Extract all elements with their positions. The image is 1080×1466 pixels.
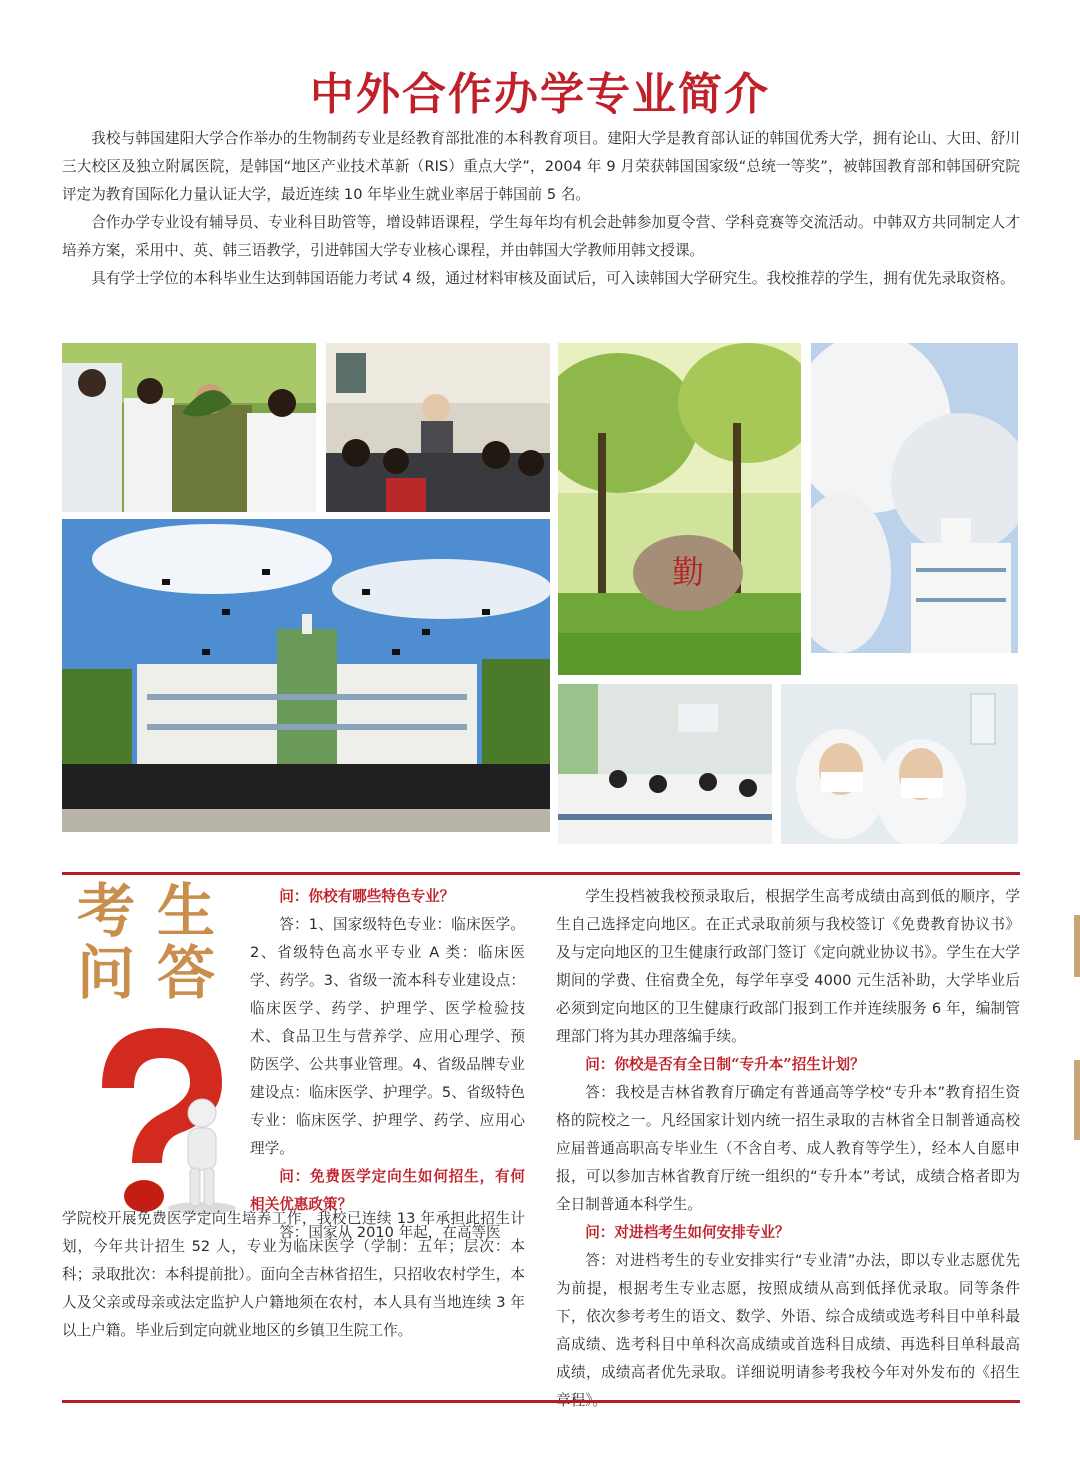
answer-free-medical-start: 答：国家从 2010 年起，在高等医 — [279, 1224, 501, 1241]
qa-heading-char: 生 — [156, 877, 215, 945]
photo-students-plant-study — [62, 343, 316, 512]
photo-nurse-students-iv — [781, 684, 1018, 844]
section-divider — [62, 872, 1020, 875]
photo-winter-frost-campus — [811, 343, 1018, 675]
question-major-arrangement: 问：对进档考生如何安排专业？ — [585, 1224, 790, 1241]
qa-column-left-bottom — [62, 1205, 525, 1345]
qa-heading — [66, 877, 226, 1010]
qa-heading-char: 问 — [76, 939, 135, 1007]
photo-laboratory-class — [558, 684, 772, 844]
qa-column-right — [556, 883, 1020, 1415]
answer-specialty: 答：1、国家级特色专业：临床医学。2、省级特色高水平专业 A 类：临床医学、药学。3、省级一流本科专业建设点：临床医学、药学、护理学、医学检验技术、食品卫生与营养学、应用心理学、预防医学、公共事业管理。4、省级品牌专业建设点：临床医学、护理学。5、省级特色专业：临床医学、护理学、药学、应用心理学。 — [250, 916, 525, 1157]
answer-free-medical-body: 学院校开展免费医学定向生培养工作，我校已连续 13 年承担此招生计划，今年共计招生 52 人，专业为临床医学（学制：五年；层次：本科；录取批次：本科提前批）。面向全吉林省招生，只招收农村学生，本人及父亲或母亲或法定监护人户籍地须在农村，本人具有当地连续 3 年以上户籍。毕业后到定向就业地区的乡镇卫生院工作。 — [62, 1210, 525, 1339]
answer-free-medical-cont: 学生投档被我校预录取后，根据学生高考成绩由高到低的顺序，学生自己选择定向地区。在正式录取前须与我校签订《免费教育协议书》及与定向地区的卫生健康行政部门签订《定向就业协议书》。学生在大学期间的学费、住宿费全免，每学年享受 4000 元生活补助，大学毕业后必须到定向地区的卫生健康行政部门报到工作并连续服务 6 年，编制管理部门将为其办理落编手续。 — [556, 888, 1020, 1045]
page-title: 中外合作办学专业简介 — [310, 69, 770, 120]
qa-heading-char: 考 — [76, 877, 135, 945]
question-mark-figure-icon — [62, 1018, 252, 1218]
photo-classroom-lecture — [326, 343, 550, 512]
stone-carving: 勤 — [671, 553, 705, 591]
side-edge-mark — [1074, 915, 1080, 977]
photo-graduation-celebration — [62, 519, 550, 832]
intro-paragraph: 我校与韩国建阳大学合作举办的生物制药专业是经教育部批准的本科教育项目。建阳大学是教育部认证的韩国优秀大学，拥有论山、大田、舒川三大校区及独立附属医院，是韩国“地区产业技术革新（RIS）重点大学”，2004 年 9 月荣获韩国国家级“总统一等奖”，被韩国教育部和韩国研究院评定为教育国际化力量认证大学，最近连续 10 年毕业生就业率居于韩国前 5 名。 — [62, 130, 1020, 203]
intro-text — [62, 125, 1020, 293]
question-free-medical: 问：免费医学定向生如何招生，有何相关优惠政策？ — [250, 1168, 525, 1213]
intro-paragraph: 合作办学专业设有辅导员、专业科目助管等，增设韩语课程，学生每年均有机会赴韩参加夏令营、学科竞赛等交流活动。中韩双方共同制定人才培养方案，采用中、英、韩三语教学，引进韩国大学专业核心课程，并由韩国大学教师用韩文授课。 — [62, 214, 1020, 259]
qa-column-left-top — [250, 883, 525, 1247]
question-specialty: 问：你校有哪些特色专业？ — [279, 888, 455, 905]
answer-major-arrangement: 答：对进档考生的专业安排实行“专业清”办法，即以专业志愿优先为前提，根据考生专业志愿，按照成绩从高到低择优录取。同等条件下，依次参考考生的语文、数学、外语、综合成绩或选考科目中单科最高成绩、选考科目中单科次高成绩或首选科目成绩、再选科目单科最高成绩，成绩高者优先录取。详细说明请参考我校今年对外发布的《招生 — [556, 1252, 1020, 1381]
qa-heading-char: 答 — [156, 939, 215, 1007]
photo-campus-stone-park — [558, 343, 801, 675]
side-edge-mark — [1074, 1060, 1080, 1140]
answer-upgrade: 答：我校是吉林省教育厅确定有普通高等学校“专升本”教育招生资格的院校之一。凡经国家计划内统一招生录取的吉林省全日制普通高校应届普通高职高专毕业生（不含自考、成人教育等学生），经本人自愿申报，可以参加吉林省教育厅统一组织的“专升本”考试，成绩合格者即为全日制普通本科学生。 — [556, 1084, 1020, 1213]
intro-paragraph: 具有学士学位的本科毕业生达到韩国语能力考试 4 级，通过材料审核及面试后，可入读韩国大学研究生。我校推荐的学生，拥有优先录取资格。 — [91, 270, 1015, 287]
question-upgrade: 问：你校是否有全日制“专升本”招生计划？ — [585, 1056, 865, 1073]
section-divider — [62, 1400, 1020, 1403]
